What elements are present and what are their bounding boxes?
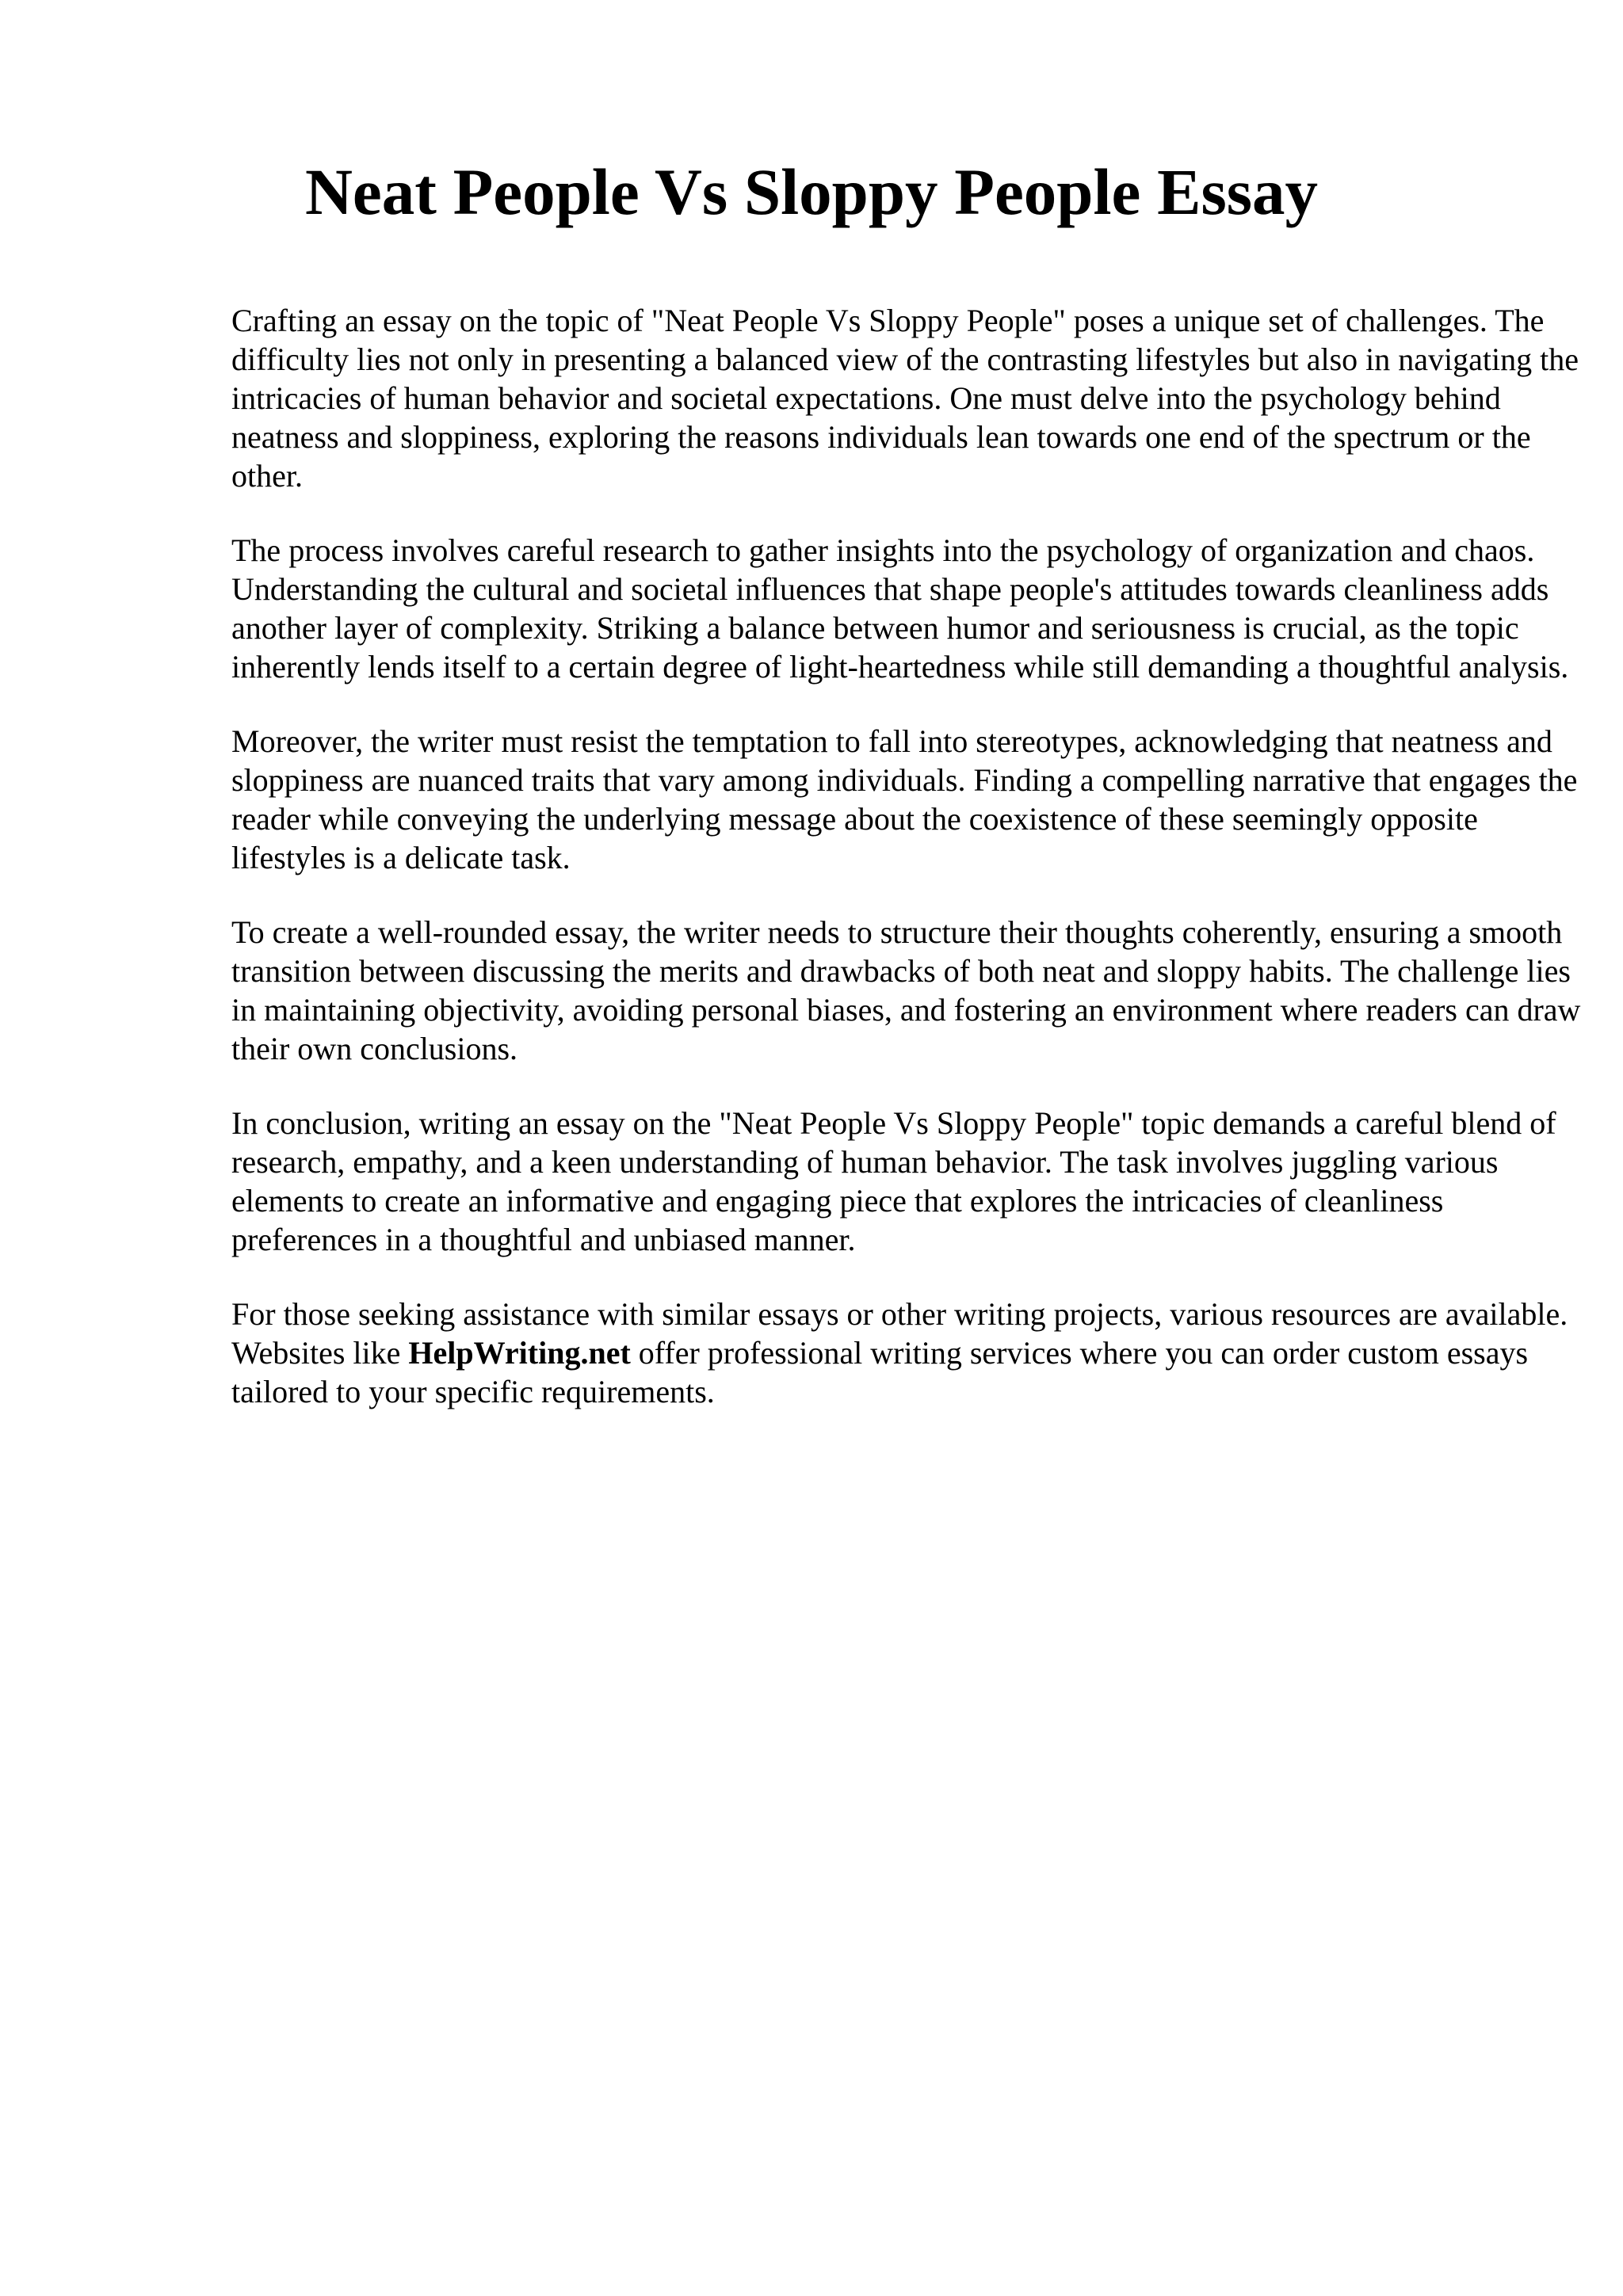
- paragraph-3: Moreover, the writer must resist the temptation to fall into stereotypes, acknowledging that neatness and sloppiness are nuanced traits that vary among individuals. Finding a compelling narrative that engages the reader while conveying the underlying message about the coexistence of these seemingly opposite lifestyles is a delicate task.: [231, 723, 1578, 875]
- paragraph-6-lead: For those seeking assistance with similar essays or other writing projects, various resources are available. Websites like: [231, 1296, 1568, 1371]
- page-title: Neat People Vs Sloppy People Essay: [304, 155, 1319, 228]
- paragraph-6: [231, 1295, 1594, 1411]
- essay-body: [231, 301, 1594, 1447]
- paragraph-4: To create a well-rounded essay, the writer needs to structure their thoughts coherently, ensuring a smooth transition between discussing the merits and drawbacks of both neat and sloppy habits. The challenge lies in maintaining objectivity, avoiding personal biases, and fostering an environment where readers can draw their own conclusions.: [231, 914, 1581, 1066]
- helpwriting-brand-text: HelpWriting.net: [408, 1335, 631, 1371]
- paragraph-6-tail: offer professional writing services where you can order custom essays tailored to your specific requirements.: [231, 1335, 1529, 1409]
- paragraph-5: In conclusion, writing an essay on the "Neat People Vs Sloppy People" topic demands a careful blend of research, empathy, and a keen understanding of human behavior. The task involves juggling various elements to create an informative and engaging piece that explores the intricacies of cleanliness preferences in a thoughtful and unbiased manner.: [231, 1105, 1556, 1257]
- paragraph-2: The process involves careful research to gather insights into the psychology of organization and chaos. Understanding the cultural and societal influences that shape people's attitudes towards cleanliness adds another layer of complexity. Striking a balance between humor and seriousness is crucial, as the topic inherently lends itself to a certain degree of light-heartedness while still demanding a thoughtful analysis.: [231, 532, 1569, 685]
- paragraph-1: Crafting an essay on the topic of "Neat People Vs Sloppy People" poses a unique set of challenges. The difficulty lies not only in presenting a balanced view of the contrasting lifestyles but also in navigating the intricacies of human behavior and societal expectations. One must delve into the psychology behind neatness and sloppiness, exploring the reasons individuals lean towards one end of the spectrum or the other.: [231, 303, 1579, 494]
